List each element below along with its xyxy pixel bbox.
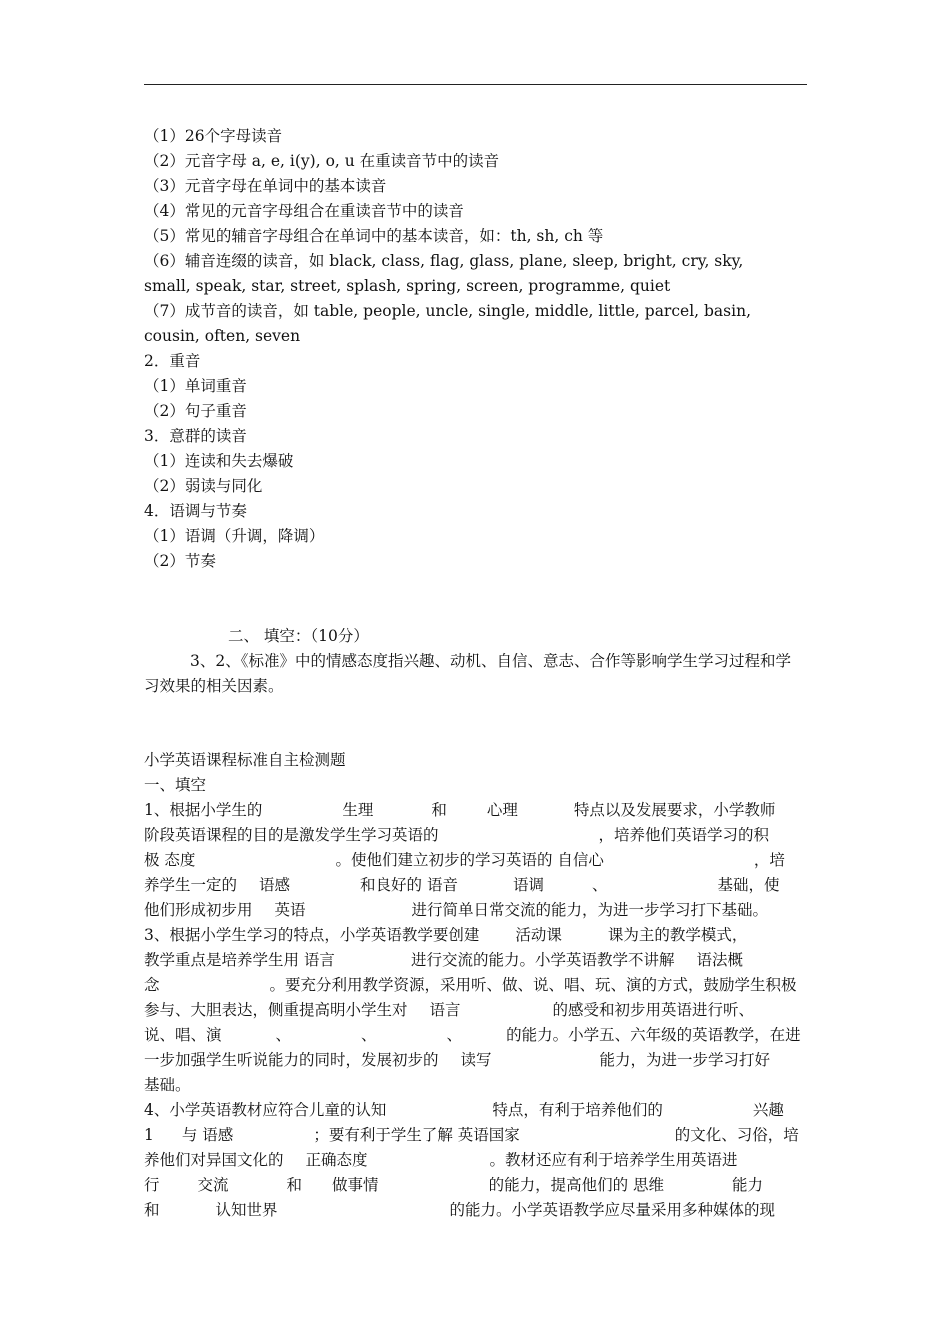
outline-line-1: （1）26个字母读音 [144,127,283,145]
outline-line-17: （1）语调（升调，降调） [144,527,325,545]
text-segment: 进行简单日常交流的能力，为进一步学习打下基础。 [411,901,769,919]
answer-text: 能力 [732,1176,764,1194]
answer-text: 语言 [429,1001,461,1019]
answer-text: 正确态度 [305,1151,368,1169]
outline-line-7: small, speak, star, street, splash, spring, screen, programme, quiet [144,277,671,295]
outline-line-8: （7）成节音的读音，如 table, people, uncle, single, middle, little, parcel, basin, [144,302,751,320]
quiz-row-8 [144,975,797,995]
quiz-row-9 [144,1000,754,1020]
answer-text: 交流 [197,1176,229,1194]
text-segment: 一步加强学生听说能力的同时，发展初步的 [144,1051,439,1069]
answer-text: 1 [144,1126,154,1144]
quiz-title: 小学英语课程标准自主检测题 [144,751,346,769]
text-segment: 的感受和初步用英语进行听、 [552,1001,755,1019]
header-rule [144,84,807,85]
outline-line-5: （5）常见的辅音字母组合在单词中的基本读音，如：th, sh, ch 等 [144,227,604,245]
text-segment: 的能力。小学五、六年级的英语教学，在进 [506,1026,801,1044]
text-segment: 1、根据小学生的 [144,801,263,819]
answer-text: 读写 [460,1051,492,1069]
quiz-row-4 [144,875,780,895]
text-segment: 阶段英语课程的目的是激发学生学习英语的 [144,826,439,844]
quiz-row-17 [144,1200,775,1220]
outline-line-4: （4）常见的元音字母组合在重读音节中的读音 [144,202,464,220]
answer-text: 念 [144,976,160,994]
section-paragraph-line-1: 3、2、《标准》中的情感态度指兴趣、动机、自信、意志、合作等影响学生学习过程和学 [190,652,791,670]
answer-text: 语法概 [696,951,743,969]
answer-text: 认知世界 [215,1201,278,1219]
answer-text: 做事情 [332,1176,379,1194]
quiz-row-13 [144,1100,784,1120]
quiz-row-10 [144,1025,801,1045]
text-segment: 、 [275,1026,292,1044]
answer-text: 语调 [512,876,544,894]
answer-text: 兴趣 [752,1101,784,1119]
outline-line-16: 4．语调与节奏 [144,502,247,520]
text-segment: 、 [446,1026,463,1044]
text-segment: 特点以及发展要求，小学教师 [573,801,776,819]
quiz-row-11 [144,1050,770,1070]
text-segment: 和 [286,1176,303,1194]
text-segment: 的能力。小学英语教学应尽量采用多种媒体的现 [449,1201,776,1219]
answer-text: 语感 [259,876,291,894]
quiz-row-3 [144,850,785,870]
outline-line-10: 2．重音 [144,352,201,370]
text-segment: 能力，为进一步学习打好 [599,1051,771,1069]
text-segment: 参与、大胆表达，侧重提高明小学生对 [144,1001,408,1019]
text-segment: 基础。 [144,1076,191,1094]
text-segment: 的能力，提高他们的 思维 [488,1176,664,1194]
outline-line-13: 3．意群的读音 [144,427,247,445]
text-segment: 极 态度 [144,851,196,869]
text-segment: 课为主的教学模式， [607,926,748,944]
text-segment: 和 [431,801,447,819]
text-segment: 说、唱、演 [144,1026,222,1044]
quiz-row-6 [144,925,747,945]
answer-text: 生理 [342,801,374,819]
answer-text: 与 语感 [181,1126,234,1144]
text-segment: 他们形成初步用 [144,901,253,919]
outline-line-6: （6）辅音连缀的读音，如 black, class, flag, glass, plane, sleep, bright, cry, sky, [144,252,744,270]
section-heading: 二、 填空：（10分） [228,627,369,645]
quiz-row-15 [144,1150,738,1170]
text-segment: ，培养他们英语学习的积 [598,826,770,844]
text-segment: 的文化、习俗，培 [674,1126,799,1144]
text-segment: 和良好的 语音 [360,876,458,894]
quiz-row-16 [144,1175,763,1195]
quiz-row-12 [144,1075,191,1095]
section-paragraph-line-2: 习效果的相关因素。 [144,677,284,695]
outline-line-9: cousin, often, seven [144,327,301,345]
answer-text: 活动课 [515,926,562,944]
answer-text: 心理 [486,801,518,819]
text-segment: 、 [591,876,608,894]
text-segment: ；要有利于学生了解 英语国家 [313,1126,520,1144]
quiz-subtitle: 一、填空 [144,776,207,794]
text-segment: 养学生一定的 [144,876,238,894]
quiz-row-1 [144,800,775,820]
text-segment: 养他们对异国文化的 [144,1151,284,1169]
outline-line-18: （2）节奏 [144,552,216,570]
quiz-row-14 [144,1125,799,1145]
text-segment: 行 [144,1176,160,1194]
text-segment: 基础，使 [717,876,780,894]
quiz-row-7 [144,950,743,970]
text-segment: 进行交流的能力。小学英语教学不讲解 [410,951,675,969]
text-segment: 教学重点是培养学生用 语言 [144,951,335,969]
quiz-row-5 [144,900,768,920]
outline-line-3: （3）元音字母在单词中的基本读音 [144,177,387,195]
text-segment: 3、根据小学生学习的特点，小学英语教学要创建 [144,926,480,944]
text-segment: 、 [361,1026,377,1044]
text-segment: 。教材还应有利于培养学生用英语进 [489,1151,738,1169]
outline-line-2: （2）元音字母 a, e, i(y), o, u 在重读音节中的读音 [144,152,500,170]
text-segment: 4、小学英语教材应符合儿童的认知 [144,1101,387,1119]
text-segment: ，培 [753,851,785,869]
text-segment: 。使他们建立初步的学习英语的 自信心 [335,851,604,869]
outline-line-15: （2）弱读与同化 [144,477,263,495]
outline-line-11: （1）单词重音 [144,377,247,395]
answer-text: 英语 [274,901,306,919]
quiz-row-2 [144,825,769,845]
outline-line-14: （1）连读和失去爆破 [144,452,294,470]
text-segment: 和 [144,1201,160,1219]
text-segment: 特点，有利于培养他们的 [492,1101,663,1119]
text-segment: 。要充分利用教学资源，采用听、做、说、唱、玩、演的方式，鼓励学生积极 [269,976,797,994]
outline-line-12: （2）句子重音 [144,402,247,420]
